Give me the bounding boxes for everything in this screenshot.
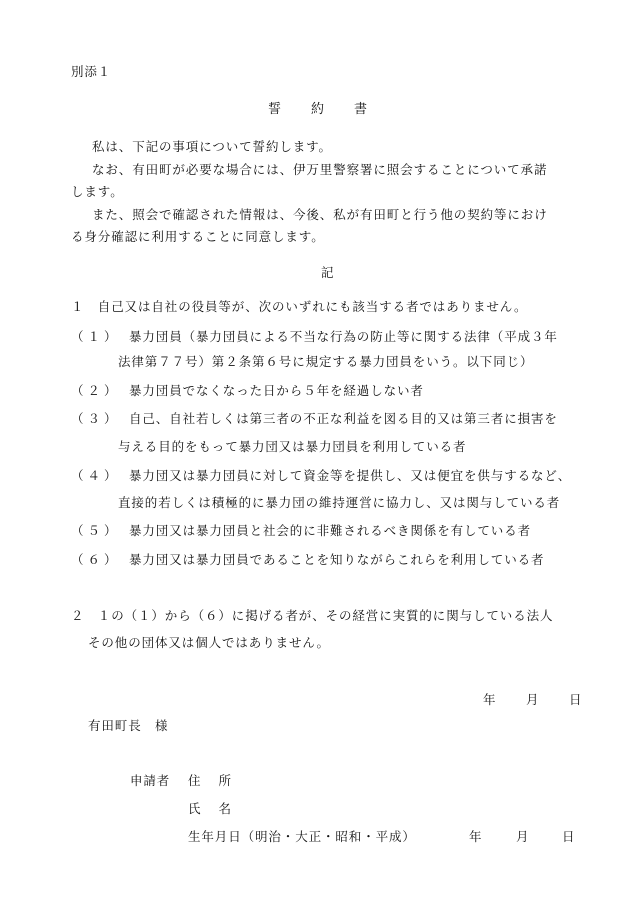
intro-paragraph-1: 私は、下記の事項について誓約します。: [92, 139, 332, 154]
addressee: 有田町長 様: [88, 718, 169, 733]
birthdate-field-label: 生年月日（明治・大正・昭和・平成）: [188, 829, 416, 844]
subitem-text: 暴力団員でなくなった日から５年を経過しない者: [129, 383, 424, 398]
item-1: １ 自己又は自社の役員等が、次のいずれにも該当する者ではありません。: [71, 299, 528, 314]
name-label: 氏名: [188, 801, 250, 816]
subitem-6: [71, 551, 544, 569]
subitem-text: 暴力団又は暴力団員と社会的に非難されるべき関係を有している者: [129, 523, 532, 538]
subitem-3-continuation: 与える目的をもって暴力団又は暴力団員を利用している者: [118, 439, 467, 454]
applicant-label: 申請者: [130, 773, 171, 788]
subitem-1: [71, 328, 558, 346]
birth-month-label: 月: [516, 829, 529, 844]
date-year-label: 年: [483, 692, 496, 707]
name-field-label: [188, 800, 249, 818]
address-field-label: [188, 772, 249, 790]
subitem-number: （４）: [71, 468, 121, 483]
subitem-number: （６）: [71, 552, 121, 567]
subitem-text: 暴力団又は暴力団員に対して資金等を提供し、又は便宜を供与するなど、: [129, 468, 572, 483]
address-label: 住所: [188, 773, 250, 788]
intro-paragraph-2-line-1: なお、有田町が必要な場合には、伊万里警察署に照会することについて承諾: [92, 162, 548, 177]
subitem-text: 暴力団又は暴力団員であることを知りながらこれらを利用している者: [129, 552, 545, 567]
subitem-3: [71, 410, 558, 428]
birth-year-label: 年: [469, 829, 482, 844]
intro-paragraph-3-line-2: る身分確認に利用することに同意します。: [71, 229, 325, 244]
subitem-4-continuation: 直接的若しくは積極的に暴力団の維持運営に協力し、又は関与している者: [118, 495, 561, 510]
subitem-1-continuation: 法律第７７号）第２条第６号に規定する暴力団員をいう。以下同じ）: [118, 354, 534, 369]
item-2-line-1: ２ １の（１）から（６）に掲げる者が、その経営に実質的に関与している法人: [71, 608, 554, 623]
item-2-line-2: その他の団体又は個人ではありません。: [88, 635, 330, 650]
document-title: 誓約書: [268, 102, 398, 117]
subitem-5: [71, 522, 531, 540]
date-month-label: 月: [526, 692, 539, 707]
intro-paragraph-2-line-2: します。: [71, 184, 124, 199]
subitem-text: 自己、自社若しくは第三者の不正な利益を図る目的又は第三者に損害を: [129, 411, 558, 426]
intro-paragraph-3-line-1: また、照会で確認された情報は、今後、私が有田町と行う他の契約等におけ: [92, 207, 548, 222]
subitem-number: （３）: [71, 411, 121, 426]
subitem-number: （５）: [71, 523, 121, 538]
subitem-number: （１）: [71, 329, 121, 344]
date-day-label: 日: [569, 692, 582, 707]
subitem-2: [71, 382, 424, 400]
subitem-text: 暴力団員（暴力団員による不当な行為の防止等に関する法律（平成３年: [129, 329, 558, 344]
attachment-label: 別添１: [71, 64, 112, 79]
subitem-number: （２）: [71, 383, 121, 398]
birth-day-label: 日: [562, 829, 575, 844]
subitem-4: [71, 467, 571, 485]
ki-heading: 記: [321, 265, 335, 280]
